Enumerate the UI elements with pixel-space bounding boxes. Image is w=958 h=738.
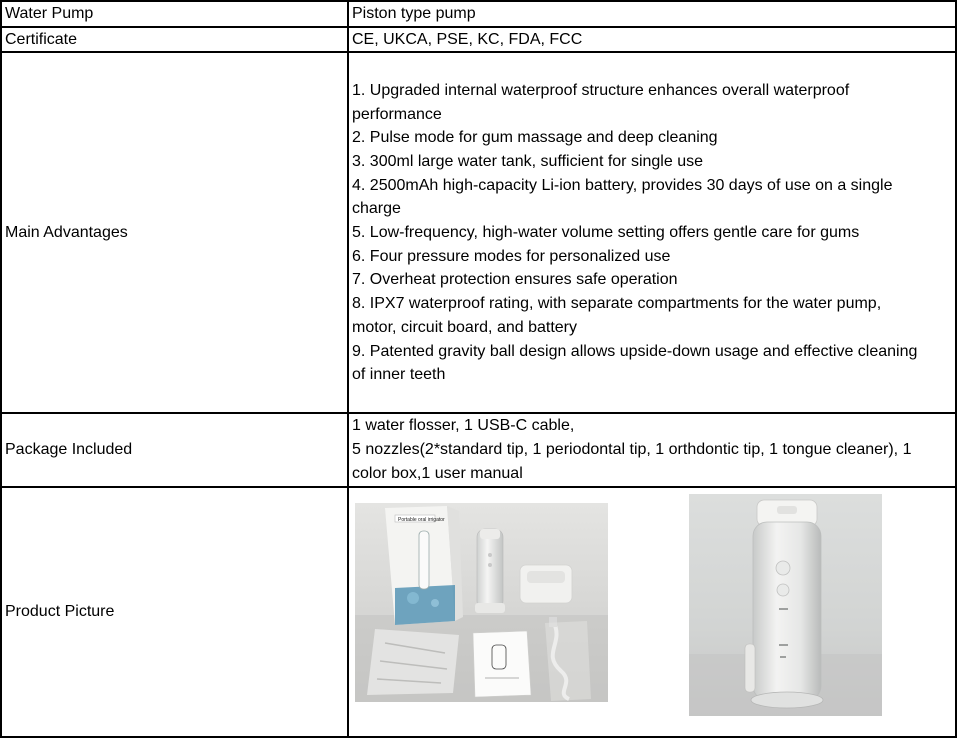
box-label-text: Portable oral irrigator [398, 516, 445, 523]
table-row [1, 1, 956, 27]
advantage-line: motor, circuit board, and battery [352, 318, 577, 336]
advantage-line: charge [352, 200, 401, 218]
row-label-main-advantages: Main Advantages [1, 52, 348, 413]
advantage-line: 3. 300ml large water tank, sufficient for single use [352, 152, 703, 170]
advantage-line: 8. IPX7 waterproof rating, with separate compartments for the water pump, [352, 295, 882, 313]
advantage-line: 4. 2500mAh high-capacity Li-ion battery, provides 30 days of use on a single [352, 176, 893, 194]
device-closeup-image [689, 494, 882, 716]
row-label-product-picture: Product Picture [1, 487, 348, 737]
advantage-line: performance [352, 105, 442, 123]
advantage-line: 6. Four pressure modes for personalized use [352, 247, 671, 265]
package-contents-image [355, 503, 608, 702]
row-label-water-pump: Water Pump [1, 1, 348, 27]
package-line: 5 nozzles(2*standard tip, 1 periodontal tip, 1 orthdontic tip, 1 tongue cleaner), 1 [352, 441, 912, 459]
main-advantages-list [348, 52, 956, 413]
advantage-line: of inner teeth [352, 366, 446, 384]
table-row [1, 27, 956, 53]
package-line: color box,1 user manual [352, 464, 523, 482]
table-row [1, 413, 956, 486]
product-pictures [349, 488, 955, 736]
product-picture-cell [348, 487, 956, 737]
package-included-list [348, 413, 956, 486]
package-line: 1 water flosser, 1 USB-C cable, [352, 417, 575, 435]
table-row [1, 487, 956, 737]
package-contents-photo [355, 503, 608, 702]
device-closeup-photo [689, 494, 882, 716]
advantage-line: 2. Pulse mode for gum massage and deep cleaning [352, 129, 718, 147]
row-label-certificate: Certificate [1, 27, 348, 53]
row-label-package-included: Package Included [1, 413, 348, 486]
advantage-line: 7. Overheat protection ensures safe operation [352, 271, 678, 289]
advantage-line: 1. Upgraded internal waterproof structure enhances overall waterproof [352, 81, 850, 99]
advantage-line: 5. Low-frequency, high-water volume setting offers gentle care for gums [352, 224, 860, 242]
row-value-certificate: CE, UKCA, PSE, KC, FDA, FCC [348, 27, 956, 53]
table-row [1, 52, 956, 413]
row-value-water-pump: Piston type pump [348, 1, 956, 27]
advantage-line: 9. Patented gravity ball design allows upside-down usage and effective cleaning [352, 342, 918, 360]
